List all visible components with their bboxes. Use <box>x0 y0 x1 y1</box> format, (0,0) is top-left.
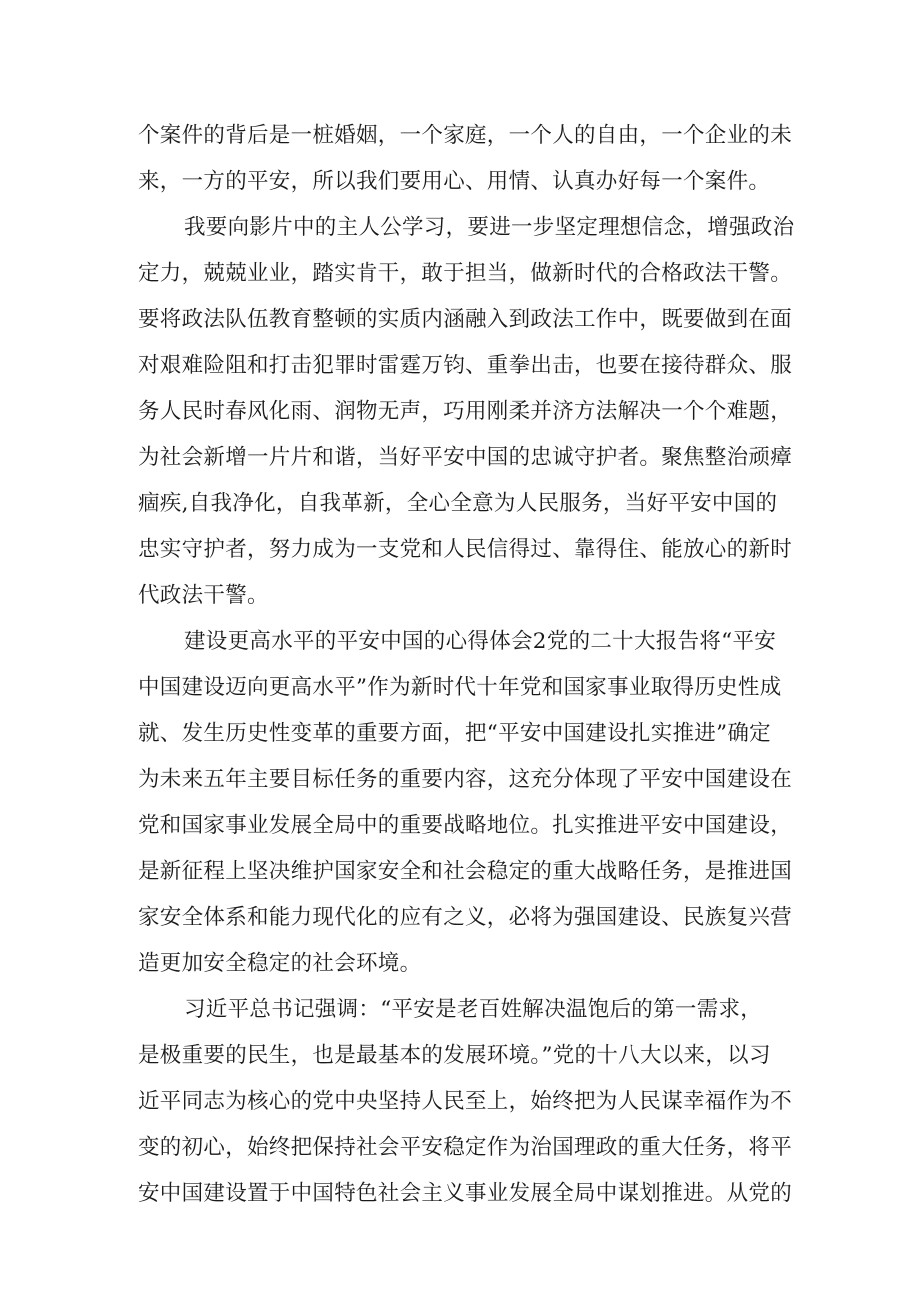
text-line: 忠实守护者，努力成为一支党和人民信得过、靠得住、能放心的新时 <box>138 537 793 562</box>
text-line: 建设更高水平的平安中国的心得体会2党的二十大报告将“平安 <box>184 629 777 654</box>
text-line: 我要向影片中的主人公学习，要进一步坚定理想信念，增强政治 <box>184 215 795 240</box>
text-line: 习近平总书记强调：“平安是老百姓解决温饱后的第一需求， <box>184 997 763 1022</box>
paragraph-3 <box>138 619 798 987</box>
text-line: 家安全体系和能力现代化的应有之义，必将为强国建设、民族复兴营 <box>138 905 793 930</box>
text-line: 就、发生历史性变革的重要方面，把“平安中国建设扎实推进”确定 <box>138 721 771 746</box>
text-line: 是新征程上坚决维护国家安全和社会稳定的重大战略任务，是推进国 <box>138 859 793 884</box>
text-line: 代政法干警。 <box>138 583 269 608</box>
text-line: 党和国家事业发展全局中的重要战略地位。扎实推进平安中国建设， <box>138 813 793 838</box>
paragraph-4 <box>138 987 798 1217</box>
paragraph-1 <box>138 113 798 205</box>
text-line: 痼疾,自我净化，自我革新，全心全意为人民服务，当好平安中国的 <box>138 491 778 516</box>
text-line: 为未来五年主要目标任务的重要内容，这充分体现了平安中国建设在 <box>138 767 793 792</box>
document-body <box>138 113 798 1217</box>
text-line: 是极重要的民生，也是最基本的发展环境。”党的十八大以来，以习 <box>138 1043 771 1068</box>
text-line: 为社会新增一片片和谐，当好平安中国的忠诚守护者。聚焦整治顽瘴 <box>138 445 793 470</box>
text-line: 定力，兢兢业业，踏实肯干，敢于担当，做新时代的合格政法干警。 <box>138 261 793 286</box>
text-line: 要将政法队伍教育整顿的实质内涵融入到政法工作中，既要做到在面 <box>138 307 793 332</box>
text-line: 变的初心，始终把保持社会平安稳定作为治国理政的重大任务，将平 <box>138 1135 793 1160</box>
text-line: 近平同志为核心的党中央坚持人民至上，始终把为人民谋幸福作为不 <box>138 1089 793 1114</box>
text-line: 个案件的背后是一桩婚姻，一个家庭，一个人的自由，一个企业的未 <box>138 123 793 148</box>
text-line: 来，一方的平安，所以我们要用心、用情、认真办好每一个案件。 <box>138 169 771 194</box>
text-line: 务人民时春风化雨、润物无声，巧用刚柔并济方法解决一个个难题， <box>138 399 793 424</box>
text-line: 安中国建设置于中国特色社会主义事业发展全局中谋划推进。从党的 <box>138 1181 793 1206</box>
paragraph-2 <box>138 205 798 619</box>
text-line: 对艰难险阻和打击犯罪时雷霆万钧、重拳出击，也要在接待群众、服 <box>138 353 793 378</box>
text-line: 中国建设迈向更高水平”作为新时代十年党和国家事业取得历史性成 <box>138 675 782 700</box>
text-line: 造更加安全稳定的社会环境。 <box>138 951 422 976</box>
